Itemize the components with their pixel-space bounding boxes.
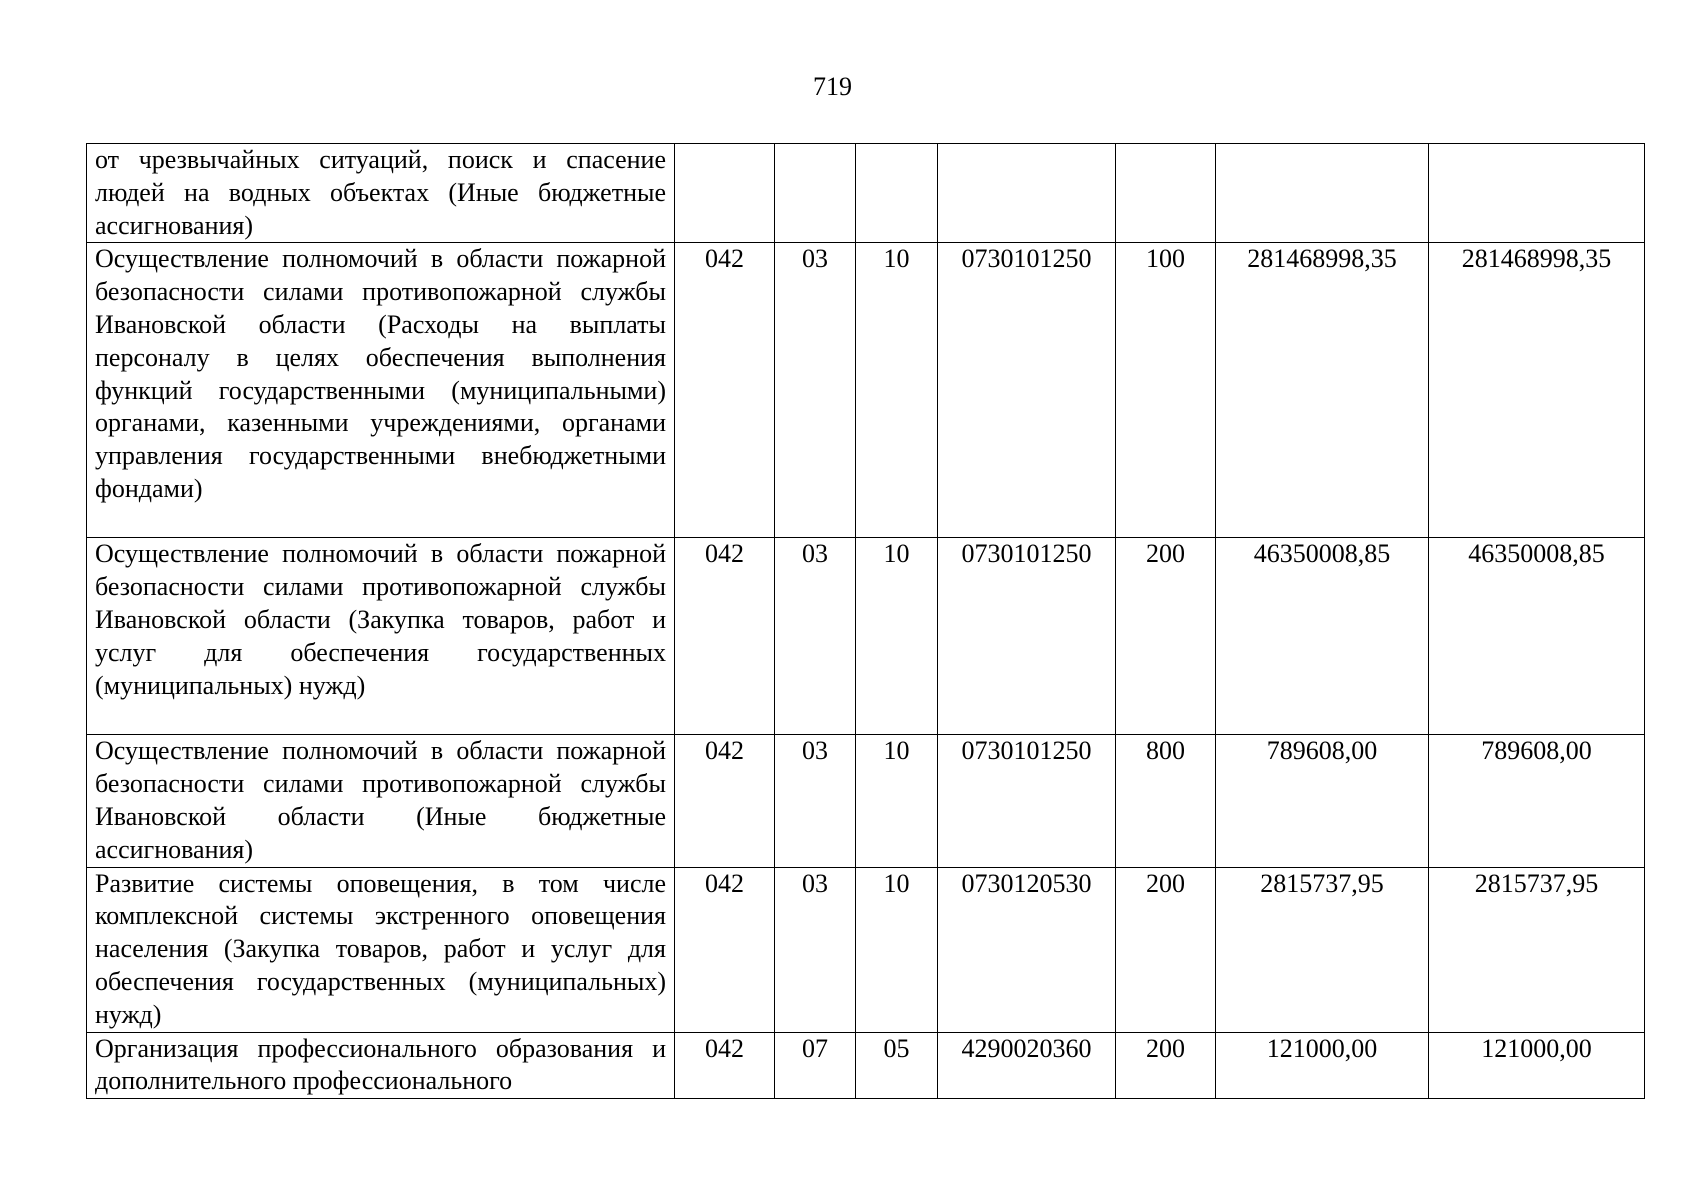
ministry-code: [675, 144, 775, 243]
amount-2: 46350008,85: [1429, 538, 1645, 735]
ministry-code: 042: [675, 735, 775, 867]
section-code: 03: [775, 867, 856, 1032]
ministry-code: 042: [675, 538, 775, 735]
row-description: Осуществление полномочий в области пожарной безопасности силами противопожарной службы Ивановской области (Закупка товаров, работ и услуг для обеспечения государственных (муниципальных) нужд): [87, 538, 675, 735]
amount-1: [1216, 144, 1429, 243]
amount-2: 2815737,95: [1429, 867, 1645, 1032]
target-article-code: 4290020360: [938, 1032, 1116, 1099]
page-number: 719: [813, 72, 852, 101]
table-row: [87, 735, 1645, 867]
amount-1: 121000,00: [1216, 1032, 1429, 1099]
expense-type-code: 200: [1116, 867, 1216, 1032]
amount-2: 121000,00: [1429, 1032, 1645, 1099]
row-description: Развитие системы оповещения, в том числе комплексной системы экстренного оповещения населения (Закупка товаров, работ и услуг для обеспечения государственных (муниципальных) нужд): [87, 867, 675, 1032]
amount-1: 2815737,95: [1216, 867, 1429, 1032]
row-description: от чрезвычайных ситуаций, поиск и спасение людей на водных объектах (Иные бюджетные ассигнования): [87, 144, 675, 243]
target-article-code: 0730101250: [938, 243, 1116, 538]
ministry-code: 042: [675, 243, 775, 538]
row-description: Осуществление полномочий в области пожарной безопасности силами противопожарной службы Ивановской области (Расходы на выплаты персоналу в целях обеспечения выполнения функций государственными (муниципальными) органами, казенными учреждениями, органами управления государственными внебюджетными фондами): [87, 243, 675, 538]
target-article-code: 0730101250: [938, 735, 1116, 867]
table-row: [87, 243, 1645, 538]
section-code: 07: [775, 1032, 856, 1099]
amount-1: 46350008,85: [1216, 538, 1429, 735]
table-row: [87, 1032, 1645, 1099]
subsection-code: 10: [856, 538, 938, 735]
subsection-code: 10: [856, 867, 938, 1032]
subsection-code: 10: [856, 735, 938, 867]
expense-type-code: 200: [1116, 1032, 1216, 1099]
expense-type-code: 200: [1116, 538, 1216, 735]
ministry-code: 042: [675, 1032, 775, 1099]
amount-2: 281468998,35: [1429, 243, 1645, 538]
row-description: Осуществление полномочий в области пожарной безопасности силами противопожарной службы Ивановской области (Иные бюджетные ассигнования): [87, 735, 675, 867]
section-code: 03: [775, 243, 856, 538]
amount-1: 789608,00: [1216, 735, 1429, 867]
subsection-code: 05: [856, 1032, 938, 1099]
table-row: [87, 867, 1645, 1032]
budget-table: [86, 143, 1645, 1099]
row-description: Организация профессионального образования и дополнительного профессионального: [87, 1032, 675, 1099]
amount-2: [1429, 144, 1645, 243]
section-code: 03: [775, 538, 856, 735]
target-article-code: [938, 144, 1116, 243]
ministry-code: 042: [675, 867, 775, 1032]
amount-1: 281468998,35: [1216, 243, 1429, 538]
table-row: [87, 144, 1645, 243]
table-row: [87, 538, 1645, 735]
target-article-code: 0730101250: [938, 538, 1116, 735]
expense-type-code: 800: [1116, 735, 1216, 867]
expense-type-code: [1116, 144, 1216, 243]
amount-2: 789608,00: [1429, 735, 1645, 867]
section-code: 03: [775, 735, 856, 867]
section-code: [775, 144, 856, 243]
target-article-code: 0730120530: [938, 867, 1116, 1032]
subsection-code: [856, 144, 938, 243]
expense-type-code: 100: [1116, 243, 1216, 538]
subsection-code: 10: [856, 243, 938, 538]
